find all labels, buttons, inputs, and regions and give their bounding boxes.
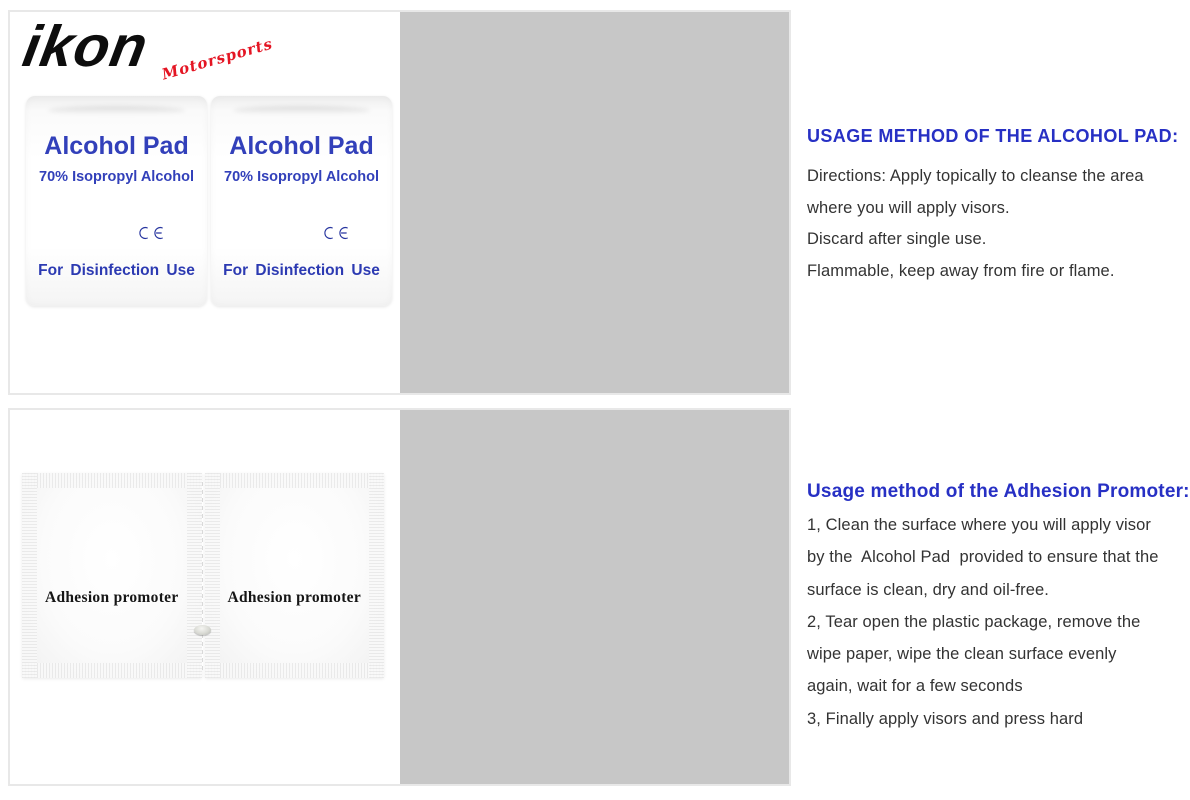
brand-script: Motorsports — [159, 34, 275, 84]
ce-mark-icon — [321, 224, 351, 242]
seam-dot — [194, 625, 211, 635]
adhesion-packets-photo — [22, 473, 384, 678]
crimp-edge — [369, 473, 384, 678]
crimp-edge — [22, 473, 37, 678]
adhesion-label: Adhesion promoter — [44, 589, 179, 606]
adhesion-promoter-panel — [8, 408, 1190, 786]
alcohol-pad-packets-photo — [26, 96, 392, 306]
pad-subtitle: 70% Isopropyl Alcohol — [39, 169, 194, 185]
pad-title: Alcohol Pad — [229, 132, 374, 160]
alcohol-pad-panel — [8, 10, 1179, 395]
brand-wordmark: ikon — [18, 14, 154, 79]
alcohol-pad-instructions-column: USAGE METHOD OF THE ALCOHOL PAD: Directions: Apply topically to cleanse the area where you will apply visors. Discard after single use. Flammable, keep away from fire or flame. — [400, 12, 789, 393]
crimp-edge — [205, 473, 385, 488]
crimp-edge — [205, 663, 385, 678]
ce-mark-icon — [136, 224, 166, 242]
adhesion-promoter-packet — [22, 473, 202, 678]
pad-subtitle: 70% Isopropyl Alcohol — [224, 169, 379, 185]
crimp-edge — [22, 663, 202, 678]
alcohol-pad-packet — [211, 96, 392, 306]
crimp-edge — [22, 473, 202, 488]
pad-footer: For Disinfection Use — [223, 262, 380, 279]
adhesion-promoter-packet — [205, 473, 385, 678]
alcohol-pad-packet — [26, 96, 207, 306]
adhesion-label: Adhesion promoter — [227, 589, 362, 606]
crimp-edge — [187, 473, 202, 678]
adhesion-instructions-column: Usage method of the Adhesion Promoter: 1, Clean the surface where you will apply visor by the Alcohol Pad provided to ensure that the surface is clean, dry and oil-free. 2, Tear open the plastic package, remove the wipe paper, wipe the clean surface evenly again, wait for a few seconds 3, Finally apply visors and press hard — [400, 410, 789, 784]
pad-footer: For Disinfection Use — [38, 262, 195, 279]
packet-seam — [202, 481, 203, 670]
brand-logo — [18, 14, 294, 94]
crimp-edge — [205, 473, 220, 678]
pad-title: Alcohol Pad — [44, 132, 189, 160]
